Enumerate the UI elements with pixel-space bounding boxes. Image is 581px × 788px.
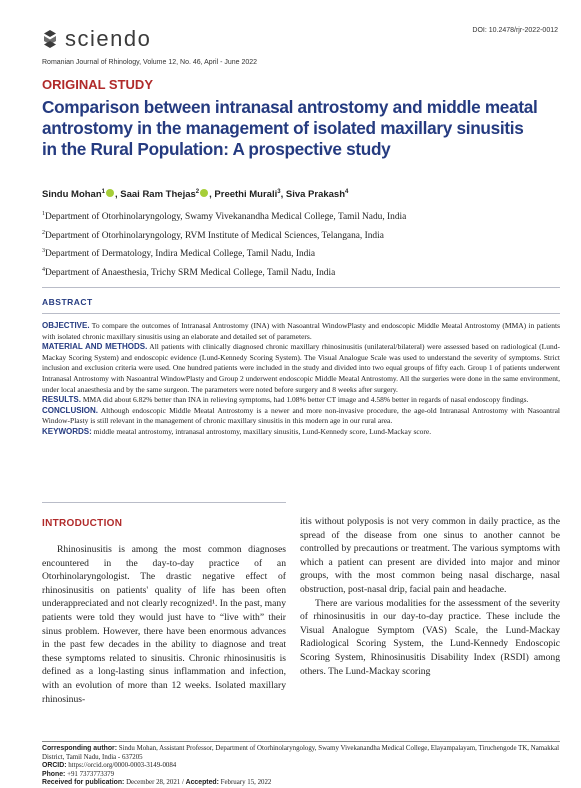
body-paragraph: Rhinosinusitis is among the most common diagnoses encountered in the day-to-day practice of an Otorhinolaryngologist. The drastic negative effect of rhinosinusitis on patients' quality of life has been often underappreciated and not clearly recognized¹. In the past, many patients were told they would just have to “live with” their sinus problem. However, there have been enormous advances in the past few decades in the ability to diagnose and treat these symptoms related to sinusitis. Chronic rhinosinusitis is defined as a long-lasting sinus inflammation and infection, with an evolution of more than 12 weeks. Isolated maxillary rhinosinus- (42, 544, 286, 705)
affiliation-item: $^4$Department of Anaesthesia, Trichy SRM Medical College, Tamil Nadu, India (42, 266, 336, 278)
journal-citation: Romanian Journal of Rhinology, Volume 12, No. 46, April - June 2022 (42, 59, 258, 66)
body-column-left (42, 543, 286, 706)
author-name: Sindu Mohan (42, 189, 102, 201)
phone-line: Phone: +91 7373773379 (42, 770, 115, 778)
body-paragraph: itis without polyposis is not very common in daily practice, as the spread of the disease from one sinus to another cannot be controlled by precautions or treatment. The various symptoms with which a patient can present are divided into major and minor groups, with the most common being nasal discharge, nasal obstruction, post-nasal drip, facial pain and headache. (300, 516, 560, 595)
orcid-link[interactable]: https://orcid.org/0000-0003-3149-0084 (68, 762, 177, 770)
abstract-keywords: KEYWORDS: middle meatal antrostomy, intranasal antrostomy, maxillary sinusitis, Lund-Kennedy score, Lund-Mackay score. (42, 426, 432, 436)
affiliation-list (42, 207, 406, 282)
publisher-name: sciendo (65, 26, 152, 51)
publisher-logo (42, 26, 151, 52)
body-column-right (300, 515, 560, 678)
affiliation-item: $^1$Department of Otorhinolaryngology, Swamy Vivekanandha Medical College, Tamil Nadu, India (42, 211, 407, 223)
corresponding-author: Corresponding author: Sindu Mohan, Assistant Professor, Department of Otorhinolaryngology, Swamy Vivekanandha Medical College, Elayampalayam, Tiruchengode TK, Namakkal District, Tamil Nadu, India - 637205 (42, 745, 560, 761)
abstract-conclusion: CONCLUSION. Although endoscopic Middle Meatal Antrostomy is a newer and more non-invasive procedure, the age-old Intranasal Antrostomy with Nasoantral Window-Plasty is still relevant in the management of chronic maxillary sinusitis in this modern age in our rural area. (42, 405, 560, 426)
abstract-heading: ABSTRACT (42, 297, 93, 307)
orcid-icon[interactable] (200, 189, 208, 197)
doi-link[interactable]: DOI: 10.2478/rjr-2022-0012 (472, 27, 558, 34)
affiliation-item: $^2$Department of Otorhinolaryngology, RVM Institute of Medical Sciences, Telangana, India (42, 229, 384, 241)
article-type: ORIGINAL STUDY (42, 77, 153, 92)
author-list: Sindu Mohan$^1$ , Saai Ram Thejas$^2$ , Preethi Murali$^3$, Siva Prakash$^4$ (42, 189, 349, 201)
abstract-results: RESULTS. MMA did about 6.82% better than INA in relieving symptoms, had 1.08% better CT image and 4.58% better in regards of nasal endoscopy findings. (42, 395, 529, 405)
divider (42, 313, 560, 314)
author-affil-sup: 3 (277, 189, 281, 195)
article-title: Comparison between intranasal antrostomy and middle meatal antrostomy in the management of isolated maxillary sinusitis in the Rural Population: A prospective study (42, 97, 538, 159)
abstract-objective: OBJECTIVE. To compare the outcomes of Intranasal Antrostomy (INA) with Nasoantral WindowPlasty and endoscopic Middle Meatal Antrostomy (MMA) in patients with isolated chronic maxillary sinusitis using an elaborate and detailed set of parameters. (42, 321, 560, 341)
author-name: Saai Ram Thejas (120, 189, 196, 201)
dates-line: Received for publication: December 28, 2021 / Accepted: February 15, 2022 (42, 779, 272, 787)
author-affil-sup: 4 (345, 189, 349, 195)
affiliation-item: $^3$Department of Dermatology, Indira Medical College, Tamil Nadu, India (42, 248, 316, 260)
orcid-icon[interactable] (106, 189, 114, 197)
author-name: Siva Prakash (285, 189, 346, 201)
author-name: Preethi Murali (214, 189, 278, 201)
abstract-methods: MATERIAL AND METHODS. All patients with clinically diagnosed chronic maxillary rhinosinusitis (unilateral/bilateral) were assessed based on radiological (Lund-Mackay Scoring System) and endoscopic evidence (Lund-Kennedy Scoring System). The Visual Analogue Scale was used to understand the severity of symptoms. Strict inclusion and exclusion criteria were used. One hundred patients were included in the study and divided into two equal groups of fifty each. Group 1 of patients underwent Intranasal Antrostomy with Nasoantral WindowPlasty and Group 2 underwent endoscopic Middle Meatal Antrostomy. All the surgeries were done in the same environment, under local anaesthesia and by the same surgeon. The parameters were noted before surgery and 8 weeks after surgery. (42, 342, 560, 394)
divider (42, 287, 560, 288)
abstract-body (42, 321, 560, 438)
correspondence-footer (42, 745, 562, 788)
footer-divider (42, 741, 560, 742)
body-paragraph: There are various modalities for the assessment of the severity of rhinosinusitis in our day-to-day practice. These include the Visual Analogue Symptom (VAS) Scale, the Lund-Mackay Radiological Scoring System, the Lund-Kennedy Endoscopic Scoring System, Rhinosinusitis Disability Index (RSDI) among others. The Lund-Mackay scoring (300, 597, 560, 677)
introduction-heading: INTRODUCTION (42, 518, 123, 529)
author-affil-sup: 1 (101, 189, 105, 195)
divider (42, 502, 286, 503)
sciendo-logo-icon (42, 29, 58, 49)
author-affil-sup: 2 (195, 189, 200, 195)
orcid-line: ORCID: https://orcid.org/0000-0003-3149-0084 (42, 762, 177, 770)
